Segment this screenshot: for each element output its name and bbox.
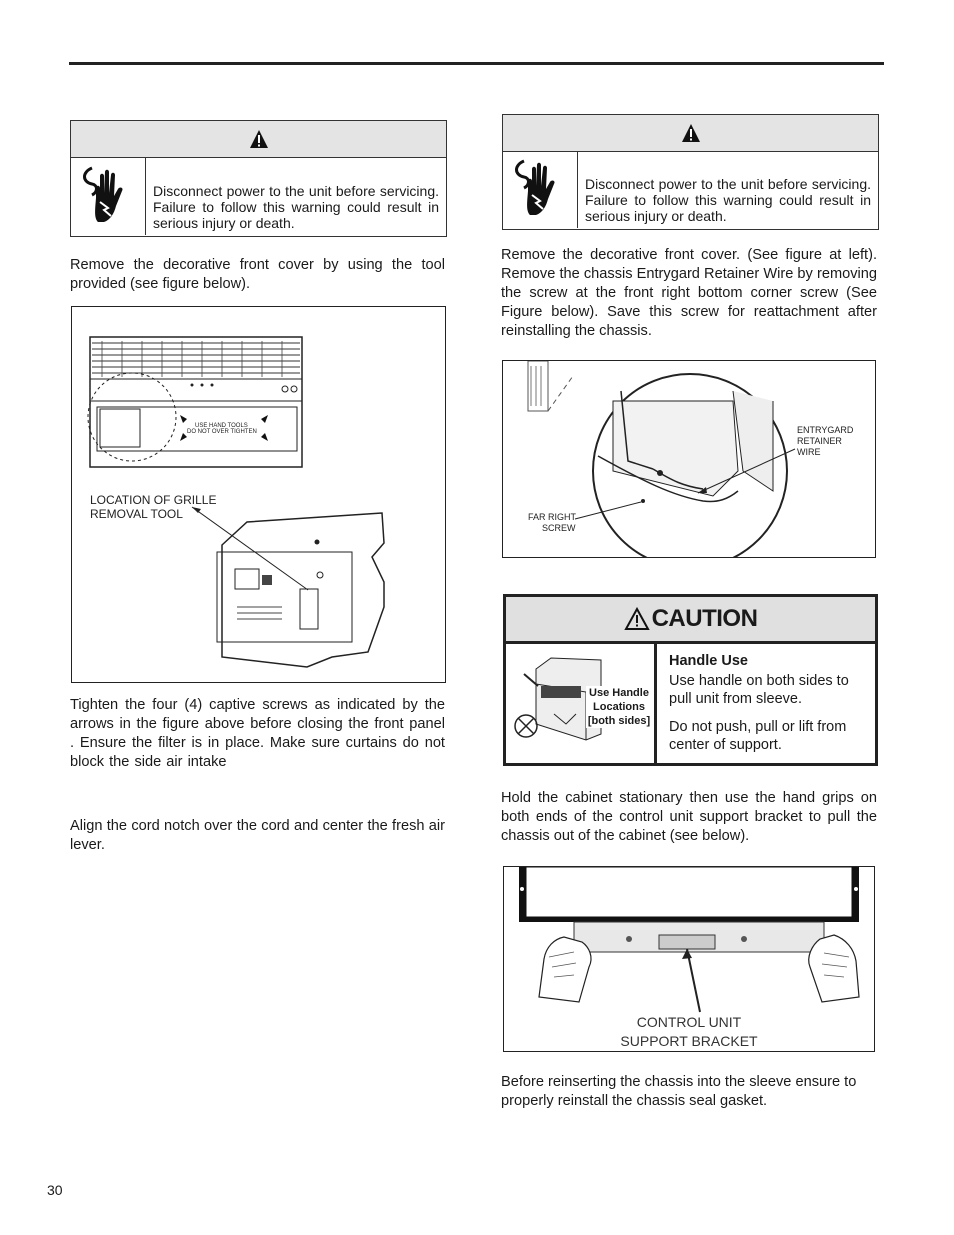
panel-text-1: USE HAND TOOLS (195, 423, 248, 429)
chassis-corner-drawing (503, 361, 875, 557)
header-rule (69, 62, 884, 65)
label-entrygard-3: WIRE (797, 447, 821, 457)
caution-line-2: Do not push, pull or lift from center of support. (669, 719, 847, 753)
caution-text (657, 644, 875, 763)
caution-triangle-icon (624, 607, 650, 631)
right-paragraph-3: Before reinserting the chassis into the sleeve ensure to properly reinstall the chassis seal gasket. (501, 1074, 857, 1109)
callout-line-1: LOCATION OF GRILLE (90, 493, 217, 507)
bracket-label-1: CONTROL UNIT (636, 1014, 742, 1030)
caution-heading: Handle Use (669, 653, 748, 669)
grille-removal-figure (71, 306, 446, 683)
support-bracket-drawing (504, 867, 874, 1051)
label-far-right-1: FAR RIGHT (528, 512, 577, 522)
warning-header (503, 115, 878, 152)
warning-box-right (502, 114, 879, 230)
label-far-right-2: SCREW (542, 523, 576, 533)
caution-title: CAUTION (651, 605, 758, 632)
electric-shock-hand-icon (71, 158, 146, 235)
right-paragraph-2: Hold the cabinet stationary then use the hand grips on both ends of the control unit support bracket to pull the chassis out of the cabinet (see below). (501, 790, 877, 844)
handle-locations-figure (506, 644, 657, 763)
electric-shock-hand-icon (503, 152, 578, 228)
warning-text: Disconnect power to the unit before servicing. Failure to follow this warning could result in serious injury or death. (585, 176, 871, 224)
control-unit-figure (503, 866, 875, 1052)
handle-locations-label: Use Handle Locations [both sides] (587, 687, 651, 727)
warning-box-left (70, 120, 447, 237)
right-paragraph-1: Remove the decorative front cover. (See figure at left). Remove the chassis Entrygard Retainer Wire by removing the screw at the front right bottom corner screw (See Figure below). Save this screw for reattachment after reinstalling the chassis. (501, 247, 877, 339)
caution-line-1: Use handle on both sides to pull unit from sleeve. (669, 673, 849, 707)
caution-header (506, 597, 875, 644)
left-paragraph-3: Align the cord notch over the cord and center the fresh air lever. (70, 818, 445, 853)
unit-front-drawing (72, 307, 445, 682)
bracket-label-2: SUPPORT BRACKET (620, 1033, 758, 1049)
label-entrygard-1: ENTRYGARD (797, 425, 854, 435)
caution-box (503, 594, 878, 766)
warning-text: Disconnect power to the unit before servicing. Failure to follow this warning could result in serious injury or death. (153, 183, 439, 231)
entrygard-wire-figure (502, 360, 876, 558)
warning-header (71, 121, 446, 158)
panel-text-2: DO NOT OVER TIGHTEN (187, 429, 257, 435)
warning-triangle-icon (681, 123, 701, 143)
warning-triangle-icon (249, 129, 269, 149)
label-entrygard-2: RETAINER (797, 436, 842, 446)
left-paragraph-2: Tighten the four (4) captive screws as indicated by the arrows in the figure above before closing the front panel . Ensure the filter is in place. Make sure curtains do not block the side air intake (70, 697, 445, 770)
page-number: 30 (47, 1182, 63, 1198)
left-paragraph-1: Remove the decorative front cover by using the tool provided (see figure below). (70, 257, 445, 292)
callout-line-2: REMOVAL TOOL (90, 507, 183, 521)
